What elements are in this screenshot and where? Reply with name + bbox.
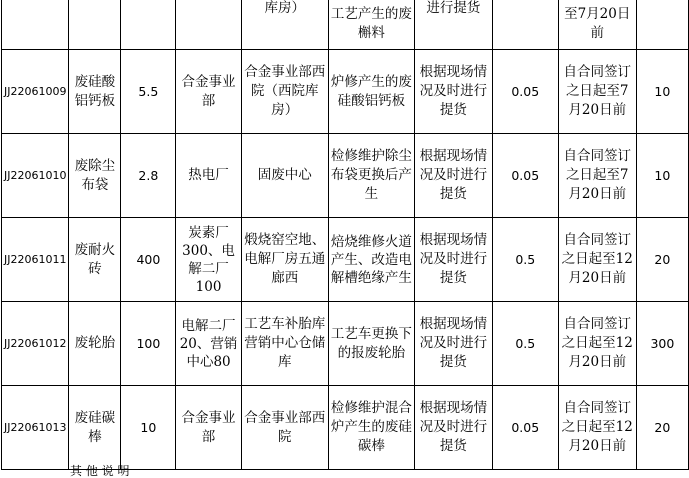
cell-source: 炉修产生的废硅酸铝钙板 <box>328 50 414 134</box>
waste-materials-table <box>1 0 689 470</box>
cell-price: 300 <box>636 302 688 386</box>
table-row <box>2 386 689 470</box>
cell-deadline: 自合同签订之日起至12月20日前 <box>558 386 636 470</box>
cell-deposit: 0.05 <box>492 134 558 218</box>
cell-location: 煅烧窑空地、电解厂房五通廊西 <box>241 218 328 302</box>
cell-dept: 合金事业部 <box>176 50 241 134</box>
cell-code <box>2 0 69 50</box>
cell-name: 废耐火砖 <box>69 218 121 302</box>
footnote-text: 其 他 说 明 <box>70 464 130 478</box>
cell-location: 工艺车补胎库营销中心仓储库 <box>241 302 328 386</box>
cell-code: JJ22061012 <box>2 302 69 386</box>
cell-deposit: 0.05 <box>492 50 558 134</box>
cell-qty: 10 <box>121 386 176 470</box>
cell-qty <box>121 0 176 50</box>
cell-method: 根据现场情况及时进行提货 <box>414 50 492 134</box>
table-row <box>2 134 689 218</box>
cell-price: 10 <box>636 50 688 134</box>
cell-deposit: 0.05 <box>492 386 558 470</box>
cell-dept <box>176 0 241 50</box>
cell-deposit <box>492 0 558 50</box>
cell-code: JJ22061009 <box>2 50 69 134</box>
cell-deadline: 自合同签订之日起至12月20日前 <box>558 218 636 302</box>
table-row <box>2 218 689 302</box>
cell-dept: 热电厂 <box>176 134 241 218</box>
cell-method: 根据现场情况及时进行提货 <box>414 218 492 302</box>
cell-location: 固废中心 <box>241 134 328 218</box>
cell-deadline: 自合同签订之日起至7月20日前 <box>558 134 636 218</box>
cell-price: 20 <box>636 218 688 302</box>
cell-method: 根据现场情况及时进行提货 <box>414 134 492 218</box>
cell-method: 根据现场情况及时进行提货 <box>414 386 492 470</box>
cell-method: 根据现场情况及时进行提货 <box>414 302 492 386</box>
table-row-partial <box>2 0 689 50</box>
cell-code: JJ22061010 <box>2 134 69 218</box>
cell-location: 库房） <box>241 0 328 50</box>
cell-qty: 100 <box>121 302 176 386</box>
cell-deposit: 0.5 <box>492 302 558 386</box>
table-row <box>2 302 689 386</box>
table-row <box>2 50 689 134</box>
cell-qty: 5.5 <box>121 50 176 134</box>
cell-qty: 2.8 <box>121 134 176 218</box>
cell-qty: 400 <box>121 218 176 302</box>
cell-location: 合金事业部西院（西院库房） <box>241 50 328 134</box>
cell-dept: 合金事业部 <box>176 386 241 470</box>
cell-code: JJ22061013 <box>2 386 69 470</box>
cell-location: 合金事业部西院 <box>241 386 328 470</box>
cell-source: 检修维护除尘布袋更换后产生 <box>328 134 414 218</box>
cell-code: JJ22061011 <box>2 218 69 302</box>
cell-name: 废硅酸铝钙板 <box>69 50 121 134</box>
cell-source: 检修维护混合炉产生的废硅碳棒 <box>328 386 414 470</box>
cell-deadline: 自合同签订之日起至12月20日前 <box>558 302 636 386</box>
cell-price: 10 <box>636 134 688 218</box>
cell-source: 工艺车更换下的报废轮胎 <box>328 302 414 386</box>
cell-name: 废轮胎 <box>69 302 121 386</box>
cell-source: 工艺产生的废槲料 <box>328 0 414 50</box>
cell-deadline: 自合同签订之日起至7月20日前 <box>558 50 636 134</box>
cell-dept: 电解二厂20、营销中心80 <box>176 302 241 386</box>
cell-deadline: 至7月20日前 <box>558 0 636 50</box>
cell-deposit: 0.5 <box>492 218 558 302</box>
cell-dept: 炭素厂300、电解二厂100 <box>176 218 241 302</box>
cell-price: 20 <box>636 386 688 470</box>
cell-method: 进行提货 <box>414 0 492 50</box>
cell-name <box>69 0 121 50</box>
cell-name: 废除尘布袋 <box>69 134 121 218</box>
cell-price <box>636 0 688 50</box>
cell-source: 焙烧维修火道产生、改造电解槽绝缘产生 <box>328 218 414 302</box>
cell-name: 废硅碳棒 <box>69 386 121 470</box>
